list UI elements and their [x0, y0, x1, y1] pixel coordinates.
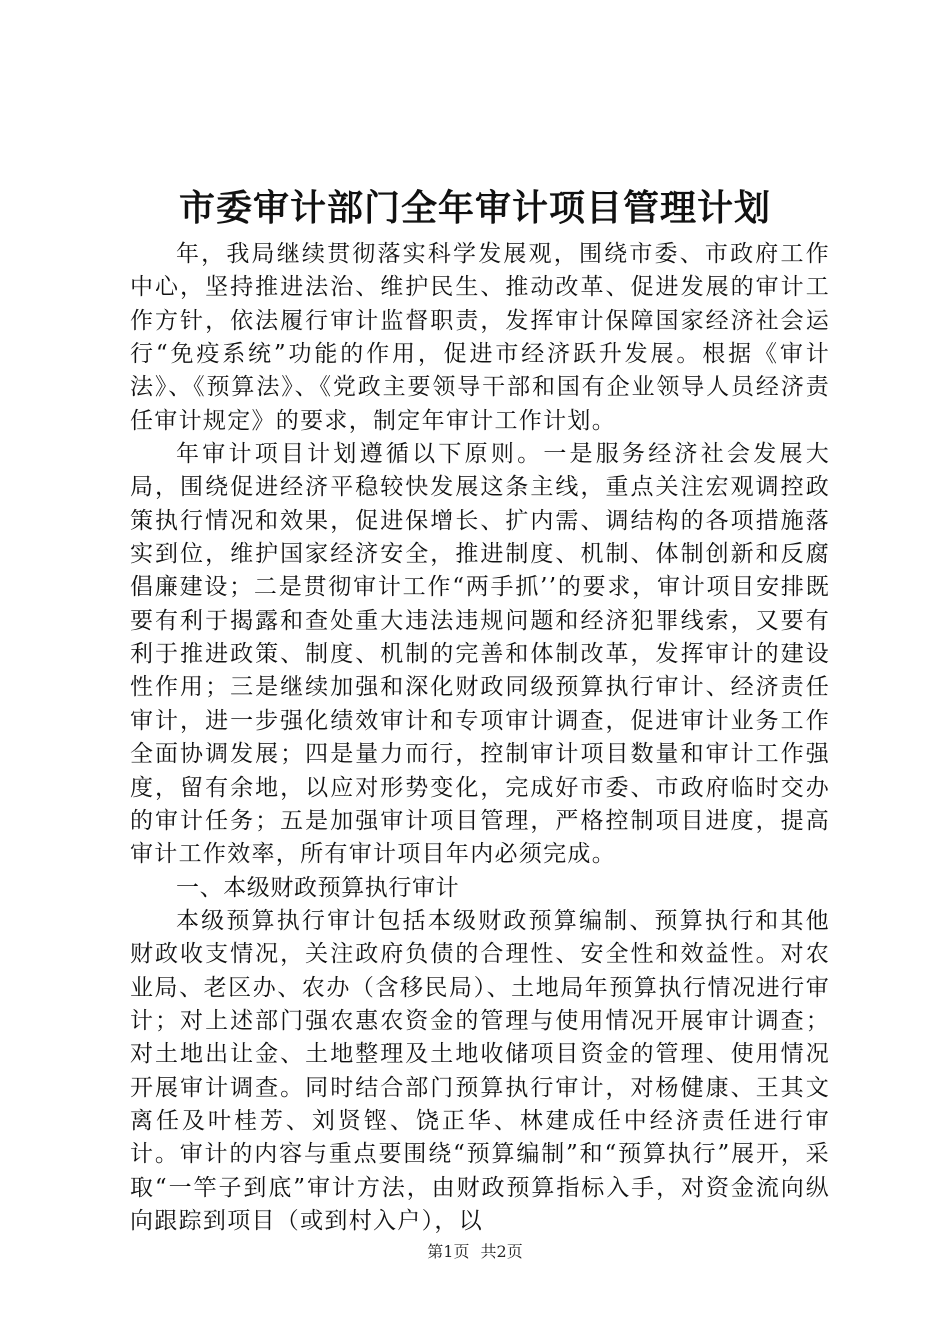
document-title: 市委审计部门全年审计项目管理计划 — [178, 187, 771, 229]
page-total: 共2页 — [480, 1242, 523, 1261]
page-number: 第1页 — [427, 1242, 470, 1261]
page-footer — [0, 1240, 950, 1264]
principles-paragraph: 年审计项目计划遵循以下原则。一是服务经济社会发展大局，围绕促进经济平稳较快发展这条主线，重点关注宏观调控政策执行情况和效果，促进保增长、扩内需、调结构的各项措施落实到位，维护国家经济安全，推进制度、机制、体制创新和反腐倡廉建设；二是贯彻审计工作“两手抓’’的要求，审计项目安排既要有利于揭露和查处重大违法违规问题和经济犯罪线索，又要有利于推进政策、制度、机制的完善和体制改革，发挥审计的建设性作用；三是继续加强和深化财政同级预算执行审计、经济责任审计，进一步强化绩效审计和专项审计调查，促进审计业务工作全面协调发展；四是量力而行，控制审计项目数量和审计工作强度，留有余地，以应对形势变化，完成好市委、市政府临时交办的审计任务；五是加强审计项目管理，严格控制项目进度，提高审计工作效率，所有审计项目年内必须完成。 — [130, 441, 830, 868]
section-paragraph: 本级预算执行审计包括本级财政预算编制、预算执行和其他财政收支情况，关注政府负债的合理性、安全性和效益性。对农业局、老区办、农办（含移民局）、土地局年预算执行情况进行审计；对上述部门强农惠农资金的管理与使用情况开展审计调查；对土地出让金、土地整理及土地收储项目资金的管理、使用情况开展审计调查。同时结合部门预算执行审计，对杨健康、王其文离任及叶桂芳、刘贤铿、饶正华、林建成任中经济责任进行审计。审计的内容与重点要围绕“预算编制”和“预算执行”展开，采取“一竿子到底”审计方法，由财政预算指标入手，对资金流向纵向跟踪到项目（或到村入户），以 — [130, 907, 830, 1234]
intro-paragraph: 年，我局继续贯彻落实科学发展观，围绕市委、市政府工作中心，坚持推进法治、维护民生、推动改革、促进发展的审计工作方针，依法履行审计监督职责，发挥审计保障国家经济社会运行“免疫系统”功能的作用，促进市经济跃升发展。根据《审计法》、《预算法》、《党政主要领导干部和国有企业领导人员经济责任审计规定》的要求，制定年审计工作计划。 — [130, 241, 830, 434]
section-heading: 一、本级财政预算执行审计 — [176, 874, 460, 901]
document-body — [130, 238, 830, 1238]
